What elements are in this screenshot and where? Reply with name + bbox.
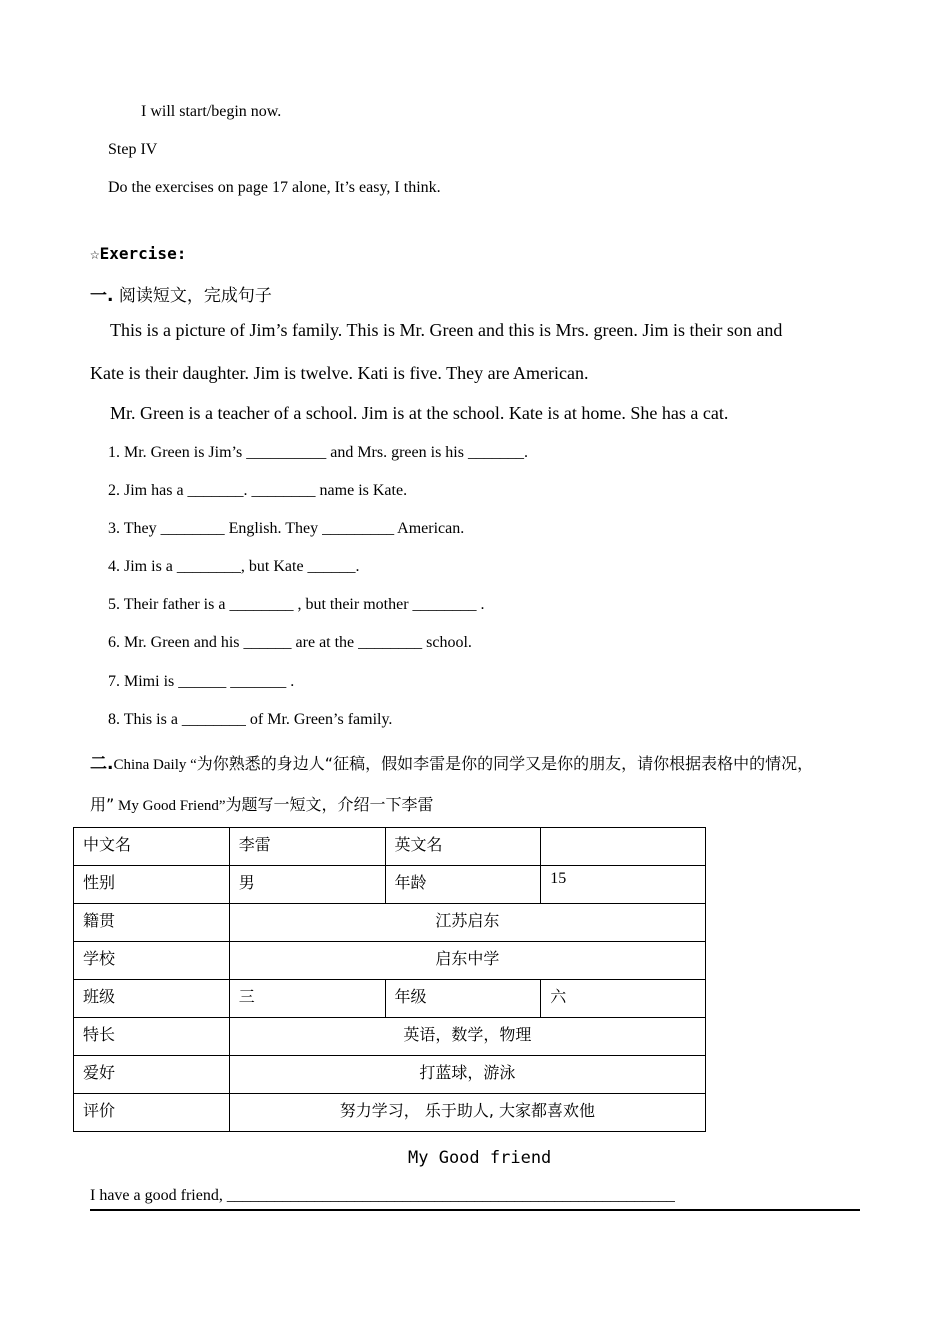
table-cell: 15 bbox=[541, 866, 706, 904]
table-cell: 三 bbox=[229, 980, 385, 1018]
question: 7. Mimi is ______ _______ . bbox=[108, 673, 295, 690]
table-cell: 班级 bbox=[74, 980, 230, 1018]
passage-line: Kate is their daughter. Jim is twelve. Kati is five. They are American. bbox=[90, 363, 589, 383]
writing-title: My Good friend bbox=[408, 1148, 552, 1168]
table-cell: 英语，数学，物理 bbox=[229, 1018, 705, 1056]
table-cell: 打蓝球，游泳 bbox=[229, 1056, 705, 1094]
table-row bbox=[74, 980, 706, 1018]
section-2-heading: 二.China Daily “为你熟悉的身边人“征稿，假如李雷是你的同学又是你的朋友，请你根据表格中的情况， bbox=[90, 754, 814, 774]
table-cell: 评价 bbox=[74, 1094, 230, 1132]
table-row bbox=[74, 942, 706, 980]
table-row bbox=[74, 866, 706, 904]
section-number: 二. bbox=[90, 754, 114, 774]
step-label: Step IV bbox=[108, 141, 158, 158]
question: 2. Jim has a _______. ________ name is Kate. bbox=[108, 482, 408, 499]
table-row bbox=[74, 904, 706, 942]
table-cell: 中文名 bbox=[74, 828, 230, 866]
table-row bbox=[74, 1056, 706, 1094]
table-cell: 学校 bbox=[74, 942, 230, 980]
table-cell: 籍贯 bbox=[74, 904, 230, 942]
table-row bbox=[74, 1018, 706, 1056]
table-cell: 六 bbox=[541, 980, 706, 1018]
passage-line: Mr. Green is a teacher of a school. Jim is at the school. Kate is at home. She has a cat. bbox=[110, 403, 729, 423]
passage-line: This is a picture of Jim’s family. This is Mr. Green and this is Mrs. green. Jim is their son and bbox=[110, 320, 783, 340]
text-line: Do the exercises on page 17 alone, It’s easy, I think. bbox=[108, 179, 441, 196]
info-table bbox=[73, 827, 706, 1132]
question: 3. They ________ English. They _________ American. bbox=[108, 520, 465, 537]
question: 5. Their father is a ________ , but their mother ________ . bbox=[108, 596, 485, 613]
section-2-line: 用” My Good Friend”为题写一短文，介绍一下李雷 bbox=[90, 795, 434, 814]
table-cell bbox=[541, 828, 706, 866]
divider bbox=[90, 1209, 860, 1211]
section-number: 一. bbox=[90, 286, 114, 306]
section-title: 阅读短文，完成句子 bbox=[118, 286, 272, 306]
table-cell: 努力学习， 乐于助人, 大家都喜欢他 bbox=[229, 1094, 705, 1132]
table-cell: 李雷 bbox=[229, 828, 385, 866]
text-line: I will start/begin now. bbox=[141, 103, 282, 120]
table-row bbox=[74, 828, 706, 866]
table-cell: 特长 bbox=[74, 1018, 230, 1056]
table-cell: 性别 bbox=[74, 866, 230, 904]
question: 6. Mr. Green and his ______ are at the ________ school. bbox=[108, 634, 472, 651]
question: 1. Mr. Green is Jim’s __________ and Mrs. green is his _______. bbox=[108, 444, 528, 461]
table-cell: 爱好 bbox=[74, 1056, 230, 1094]
table-cell: 男 bbox=[229, 866, 385, 904]
writing-start: I have a good friend, ________________________________________________________ bbox=[90, 1187, 675, 1204]
table-cell: 年级 bbox=[385, 980, 541, 1018]
question: 4. Jim is a ________, but Kate ______. bbox=[108, 558, 360, 575]
table-row bbox=[74, 1094, 706, 1132]
exercise-heading: ☆Exercise: bbox=[90, 244, 187, 263]
table-cell: 启东中学 bbox=[229, 942, 705, 980]
question: 8. This is a ________ of Mr. Green’s family. bbox=[108, 711, 393, 728]
table-cell: 江苏启东 bbox=[229, 904, 705, 942]
table-cell: 英文名 bbox=[385, 828, 541, 866]
section-1-heading bbox=[90, 281, 272, 306]
table-cell: 年龄 bbox=[385, 866, 541, 904]
